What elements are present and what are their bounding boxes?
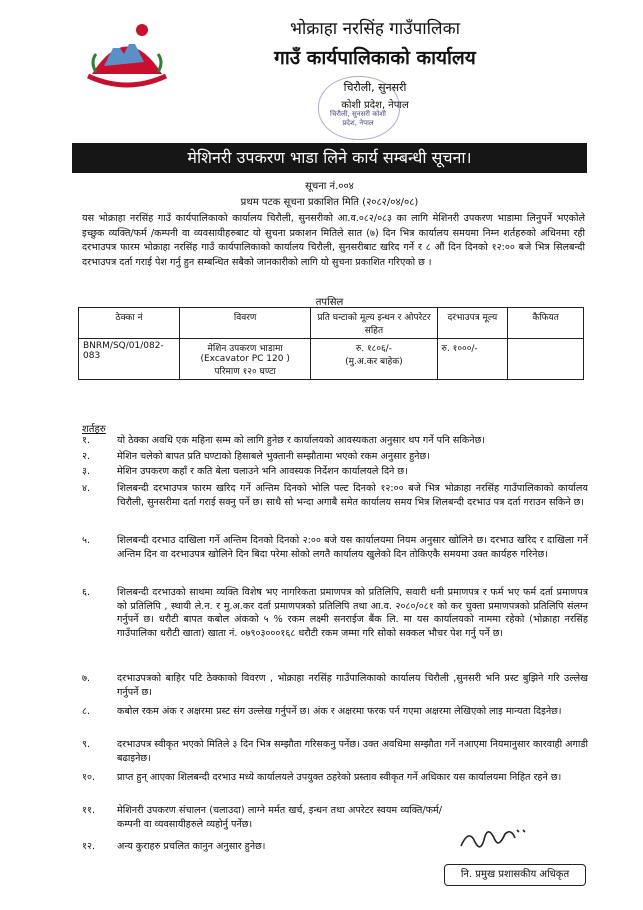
term-number: १. xyxy=(82,435,91,446)
term-number: ११. xyxy=(82,805,96,816)
col-bid-price: दरभाउपत्र मूल्य xyxy=(437,308,508,339)
table-row xyxy=(79,339,584,380)
signatory-title: नि. प्रमुख प्रशासकीय अधिकृत xyxy=(444,864,586,886)
term-text: प्राप्त हुन् आएका शिलबन्दी दरभाउ मध्ये कार्यालयले उपयुक्त ठहरेको प्रस्ताव स्वीकृत गर्ने अधिकार यस कार्यालयमा निहित रहने छ। xyxy=(117,772,562,783)
term-item xyxy=(82,465,588,479)
term-item xyxy=(82,771,588,785)
municipality-name: भोक्राहा नरसिंह गाउँपालिका xyxy=(289,19,461,39)
term-text: दरभाउपत्र स्वीकृत भएको मितिले ३ दिन भित्र सम्झौता गरिसकनु पर्नेछ। उक्त अवधिमा सम्झौता गर्ने नआएमा नियमानुसार कारवाही अगाडी बढाइनेछ। xyxy=(117,739,589,764)
term-item xyxy=(82,672,588,699)
term-item xyxy=(82,434,588,448)
col-contract-no: ठेक्का नं xyxy=(79,308,180,339)
cell-contract-no: BNRM/SQ/01/082-083 xyxy=(79,339,180,380)
cell-remarks xyxy=(508,339,584,380)
term-number: २. xyxy=(82,451,91,462)
signature-icon xyxy=(455,820,535,856)
terms-heading: शर्तहरु xyxy=(82,424,106,435)
term-item xyxy=(82,450,588,464)
rate-note: (मु.अ.कर बाहेक) xyxy=(345,357,403,367)
term-number: ८. xyxy=(82,706,91,717)
notice-published-date: प्रथम पटक सूचना प्रकाशित मिति (२०८२/०४/०८) xyxy=(240,197,419,208)
desc-line-3: परिमाण १२० घण्टा xyxy=(214,367,276,377)
term-text: कबोल रकम अंक र अक्षरमा प्रस्ट संग उल्लेख गर्नुपर्ने छ। अंक र अक्षरमा फरक पर्न गएमा अक्षरमा लेखिएको लाइ मान्यता दिइनेछ। xyxy=(117,706,562,717)
term-number: ३. xyxy=(82,466,91,477)
table-caption: तपसिल xyxy=(315,297,344,308)
term-item xyxy=(82,586,588,640)
term-item xyxy=(82,705,588,719)
term-number: १२. xyxy=(82,841,96,852)
desc-line-2: (Excavator PC 120 ) xyxy=(200,354,290,364)
term-text: शिलबन्दी दरभाउको साथमा व्यक्ति विशेष भए नागरिकता प्रमाणपत्र को प्रतिलिपि, सवारी धनी प्रमाणपत्र र फर्म भए फर्म दर्ता प्रमाणपत्र को प्रतिलिपि , स्थायी ले.न. र मु.अ.कर दर्ता प्रमाणपत्रको प्रतिलिपि तथा आ.व. २०८०/०८१ को कर चुक्ता प्रमाणपत्रको प्रतिलिपि संलग्न गर्नुपर्ने छ। धरौटी बापत कबोल अंकको ५ % रकम लक्ष्मी सनराईज बैंक लि. मा यस कार्यालयको नाममा रहेको (भोक्राहा नरसिंह गाउँपालिका धरौटी खाता) खाता नं. ०७९०३०००१६८ धरौटी रकम जम्मा गरि सोको सक्कल भौचर पेश गर्नु पर्ने छ। xyxy=(117,587,588,639)
term-item xyxy=(82,804,442,831)
term-item xyxy=(82,738,588,765)
term-text: शिलबन्दी दरभाउपत्र फारम खरिद गर्ने अन्तिम दिनको भोलि पल्ट दिनको १२:०० बजे भित्र भोक्राहा नरसिंह गाउँपालिकाको कार्यालय चिरौली, सुनसरीमा दर्ता गराई सक्नु पर्ने छ। साथै सो भन्दा अगाबै समेत कार्यालय समय भित्र शिलबन्दी दरभाउ पत्र दर्ता गराउन सकिने छ। xyxy=(117,483,588,508)
cell-hourly-rate xyxy=(311,339,437,380)
term-item xyxy=(82,482,588,509)
office-stamp xyxy=(318,76,400,140)
office-province: कोशी प्रदेश, नेपाल xyxy=(341,100,409,111)
cell-bid-price: रु. १०००/- xyxy=(437,339,508,380)
cell-description xyxy=(180,339,311,380)
rate-value: रु. १८०६/- xyxy=(355,344,392,354)
term-text: यो ठेक्का अवधि एक महिना सम्म को लागि हुनेछ र कार्यालयको आवस्यकता अनुसार थप गर्ने पनि सकिनेछ। xyxy=(117,435,485,446)
term-item xyxy=(82,534,588,561)
table-header-row xyxy=(79,308,584,339)
notice-number: सूचना नं.००४ xyxy=(305,181,354,192)
term-number: ५. xyxy=(82,535,91,546)
term-number: ४. xyxy=(82,483,91,494)
term-text: मेशिन चलेको बापत प्रति घण्टाको हिसाबले भुक्तानी सम्झौतामा भएको रकम अनुसार हुनेछ। xyxy=(117,451,430,462)
term-item xyxy=(82,840,442,854)
term-text: अन्य कुराहरु प्रचलित कानुन अनुसार हुनेछ। xyxy=(117,841,266,852)
col-description: विवरण xyxy=(180,308,311,339)
term-number: ६. xyxy=(82,587,91,598)
term-number: १०. xyxy=(82,772,96,783)
office-name: गाउँ कार्यपालिकाको कार्यालय xyxy=(274,47,476,69)
term-text: मेशिन उपकरण कहाँ र कति बेला चलाउने भनि आवस्यक निर्देशन कार्यालयले दिने छ। xyxy=(117,466,408,477)
nepal-emblem-icon xyxy=(82,14,172,94)
term-number: ७. xyxy=(82,673,91,684)
desc-line-1: मेशिन उपकरण भाडामा xyxy=(207,344,283,354)
term-text: दरभाउपत्रको बाहिर पटि ठेक्काको विवरण , भोक्राहा नरसिंह गाउँपालिकाको कार्यालय चिरौली ,सुनसरी भनि प्रस्ट बुझिने गरि उल्लेख गर्नुपर्ने छ। xyxy=(117,673,588,698)
office-place: चिरौली, सुनसरी xyxy=(343,81,407,94)
term-text: शिलबन्दी दरभाउ दाखिला गर्ने अन्तिम दिनको दिनको २:०० बजे यस कार्यालयमा नियम अनुसार खोलिने छ। दरभाउ खरिद र दाखिला गर्ने अन्तिम दिन वा दरभाउपत्र खोलिने दिन बिदा परेमा सोको लगतै कार्यालय खुलेको दिन तोकिएकै समयमा उक्त कार्यहरु गरिनेछ। xyxy=(117,535,588,560)
details-table xyxy=(78,307,584,380)
col-hourly-rate: प्रति घन्टाको मूल्य इन्धन र ओपरेटर सहित xyxy=(311,308,437,339)
term-text: मेशिनरी उपकरण संचालन (चलाउदा) लाग्ने मर्मत खर्च, इन्धन तथा अपरेटर स्वयम व्यक्ति/फर्म/कम्पनी वा व्यवसायीहरुले व्यहोर्नु पर्नेछ। xyxy=(117,805,442,830)
office-stamp-text: चिरौली, सुनसरी कोशी प्रदेश, नेपाल xyxy=(330,110,386,127)
col-remarks: कैफियत xyxy=(508,308,584,339)
notice-title: मेशिनरी उपकरण भाडा लिने कार्य सम्बन्धी सूचना। xyxy=(72,143,587,173)
term-number: ९. xyxy=(82,739,91,750)
notice-body: यस भोक्राहा नरसिंह गाउँ कार्यपालिकाको कार्यालय चिरौली, सुनसरीको आ.व.०८२/०८३ का लागि मेशिनरी उपकरण भाडामा लिनुपर्ने भएकोले इच्छुक व्यक्ति/फर्म /कम्पनी वा व्यवसायीहरुबाट यो सुचना प्रकाशन मितिले सात (७) दिन भित्र कार्यालय समयमा निम्न शर्तहरुको अधिनमा रही दरभाउपत्र फारम भोक्राहा नरसिंह गाउँ कार्यपालिकाको कार्यालय चिरौली, सुनसरीबाट खरिद गर्ने र ८ औं दिन दिनको १२:०० बजे भित्र सिलबन्दी दरभाउपत्र दर्ता गराई पेश गर्नु हुन सम्बन्धित सबैको जानकारीको लागि यो सुचना प्रकाशित गरिएको छ । xyxy=(82,213,585,268)
